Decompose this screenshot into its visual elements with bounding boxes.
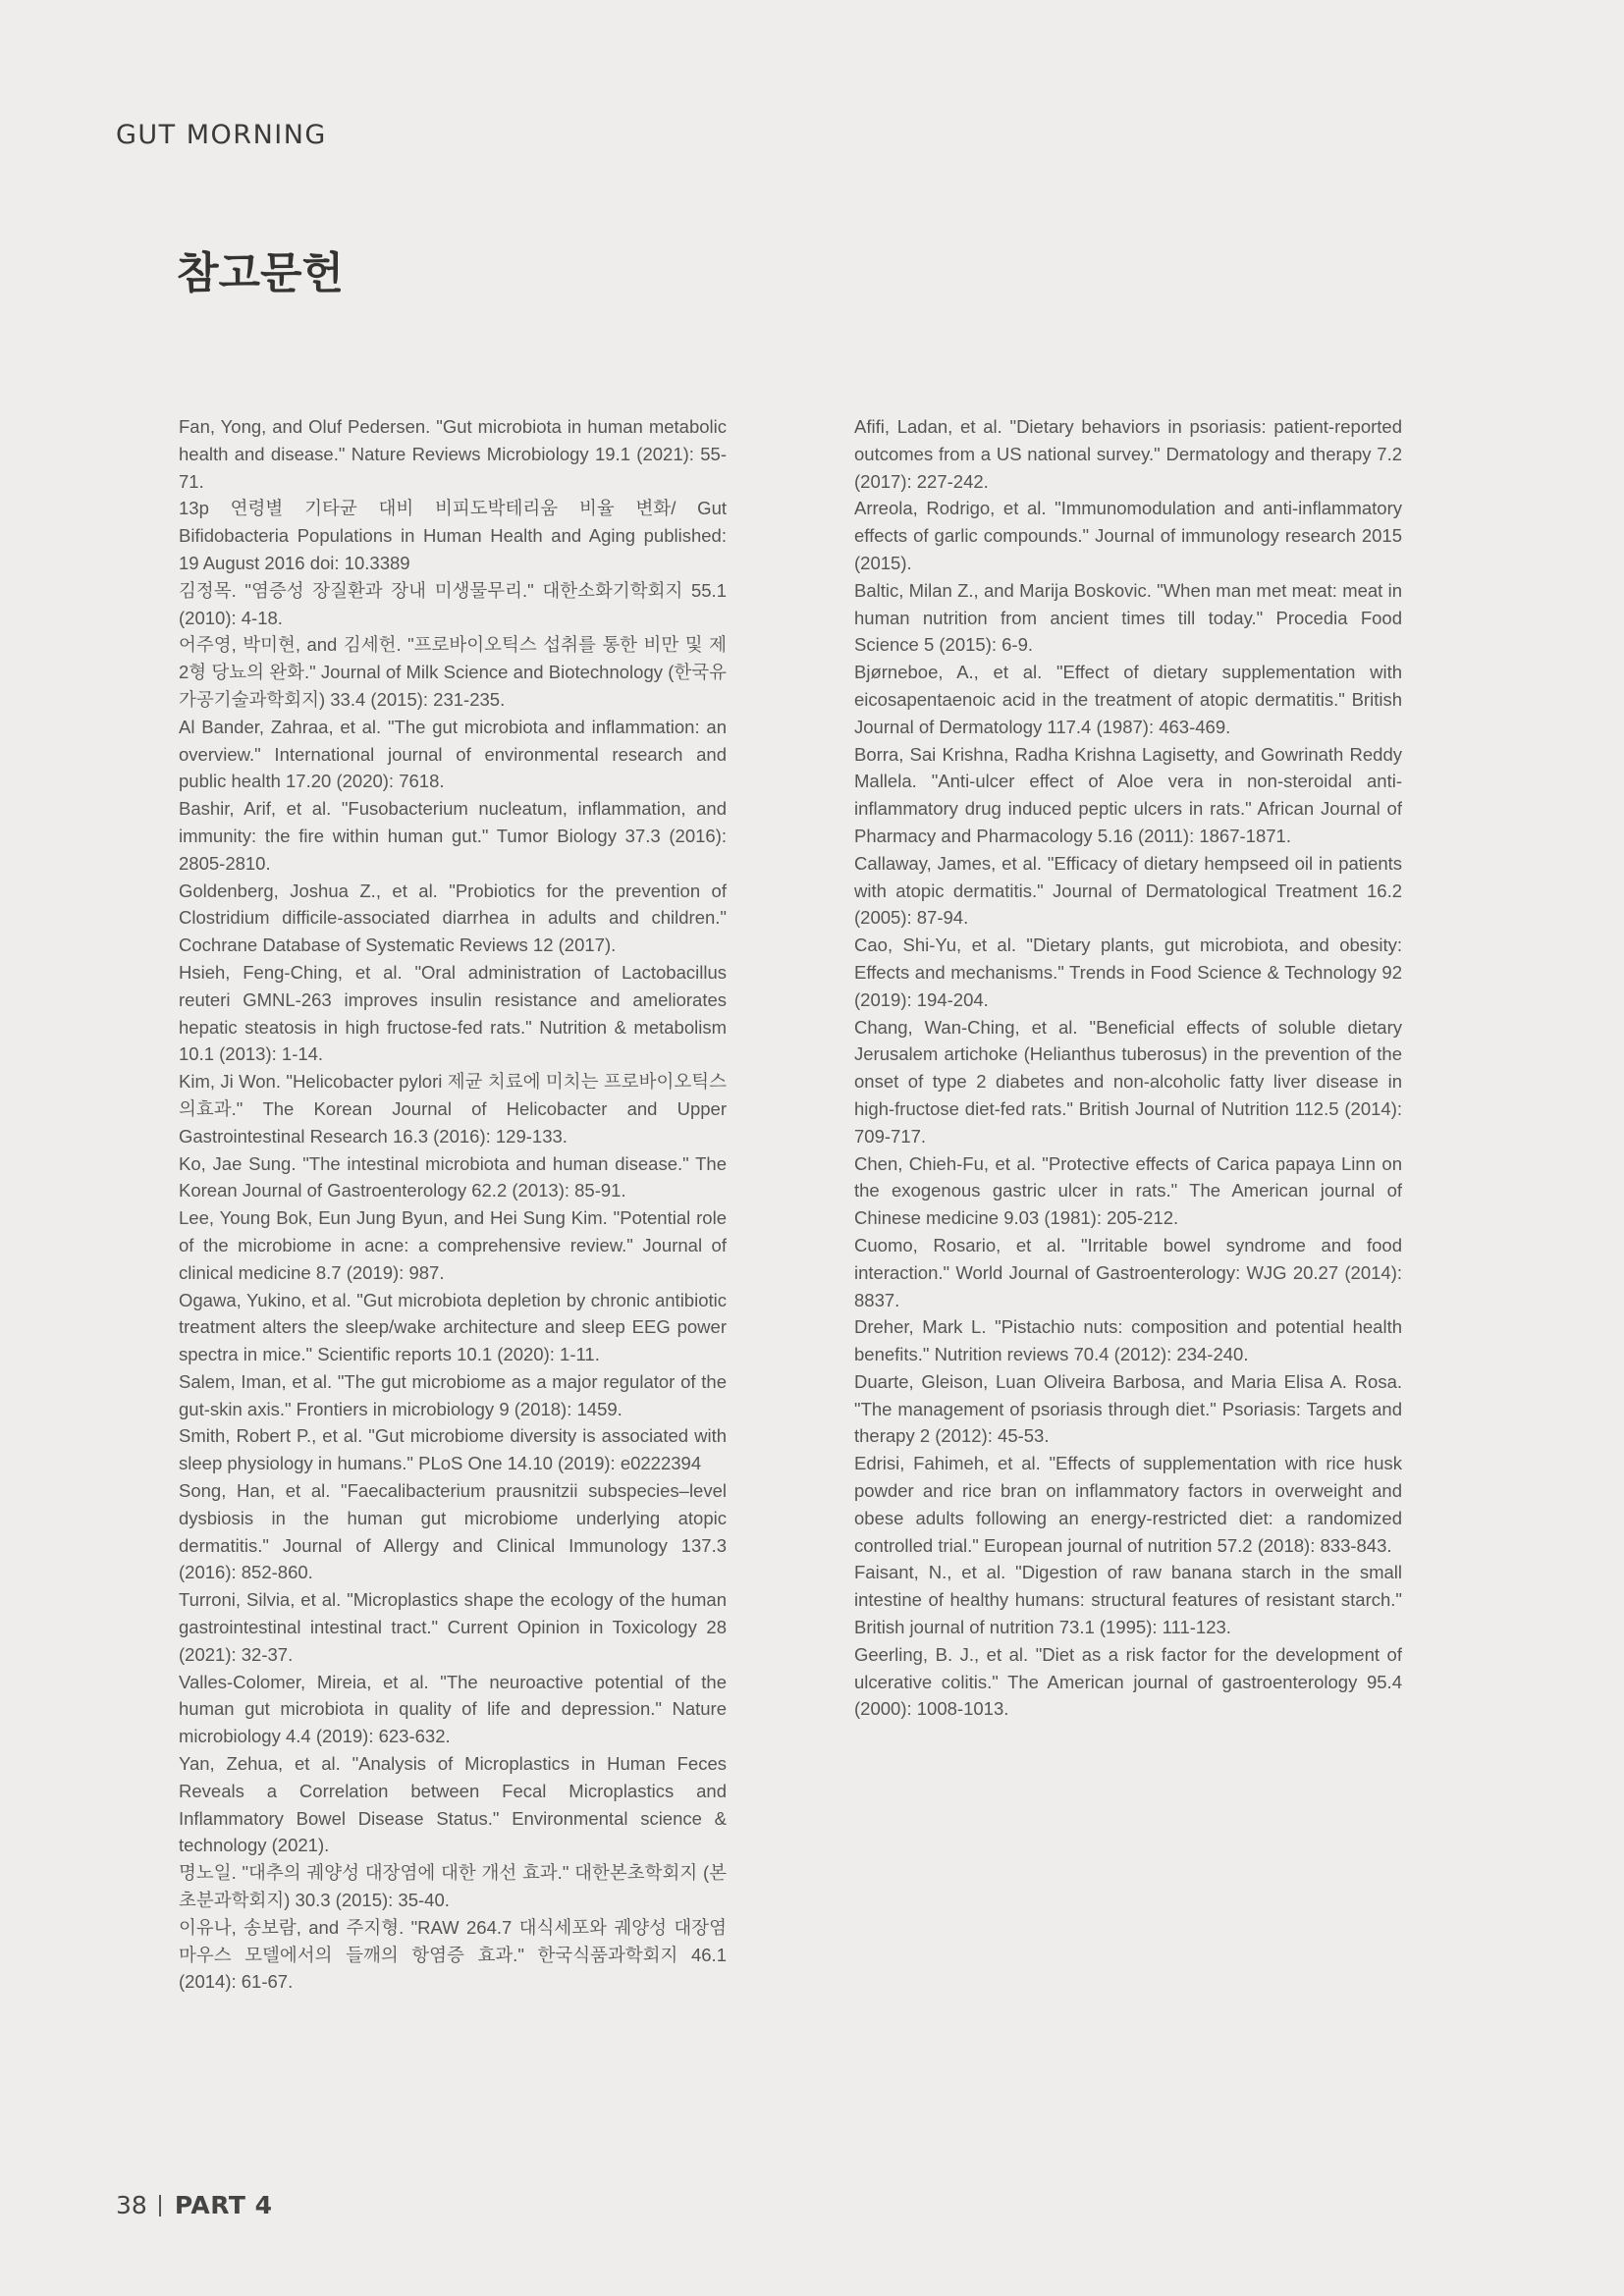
reference-entry: 김정목. "염증성 장질환과 장내 미생물무리." 대한소화기학회지 55.1 (2010): 4-18. — [179, 579, 727, 628]
reference-entry: Edrisi, Fahimeh, et al. "Effects of supplementation with rice husk powder and rice bran on inflammatory factors in overweight and obese adults following an energy-restricted diet: a randomized controlled trial." European journal of nutrition 57.2 (2018): 833-843. — [854, 1453, 1402, 1556]
reference-entry: Kim, Ji Won. "Helicobacter pylori 제균 치료에 미치는 프로바이오틱스의효과." The Korean Journal of Helicobacter and Upper Gastrointestinal Research 16.3 (2016): 129-133. — [179, 1071, 727, 1147]
page-footer — [116, 2191, 272, 2219]
reference-entry: Dreher, Mark L. "Pistachio nuts: composition and potential health benefits." Nutrition reviews 70.4 (2012): 234-240. — [854, 1316, 1402, 1365]
section-label: PART 4 — [174, 2191, 273, 2219]
reference-entry: Yan, Zehua, et al. "Analysis of Microplastics in Human Feces Reveals a Correlation between Fecal Microplastics and Inflammatory Bowel Disease Status." Environmental science & technology (2021). — [179, 1753, 727, 1856]
reference-entry: Afifi, Ladan, et al. "Dietary behaviors in psoriasis: patient-reported outcomes from a US national survey." Dermatology and therapy 7.2 (2017): 227-242. — [854, 416, 1402, 492]
reference-entry: Faisant, N., et al. "Digestion of raw banana starch in the small intestine of healthy humans: structural features of resistant starch." British journal of nutrition 73.1 (1995): 111-123. — [854, 1562, 1402, 1638]
reference-entry: Goldenberg, Joshua Z., et al. "Probiotics for the prevention of Clostridium difficile-associated diarrhea in adults and children." Cochrane Database of Systematic Reviews 12 (2017). — [179, 880, 727, 956]
reference-entry: Cuomo, Rosario, et al. "Irritable bowel syndrome and food interaction." World Journal of Gastroenterology: WJG 20.27 (2014): 8837. — [854, 1234, 1402, 1310]
reference-entry: Arreola, Rodrigo, et al. "Immunomodulation and anti-inflammatory effects of garlic compounds." Journal of immunology research 2015 (2015). — [854, 498, 1402, 573]
reference-entry: Song, Han, et al. "Faecalibacterium prausnitzii subspecies–level dysbiosis in the human gut microbiome underlying atopic dermatitis." Journal of Allergy and Clinical Immunology 137.3 (2016): 852-860. — [179, 1480, 727, 1583]
reference-entry: 어주영, 박미현, and 김세헌. "프로바이오틱스 섭취를 통한 비만 및 제 2형 당뇨의 완화." Journal of Milk Science and Biotechnology (한국유가공기술과학회지) 33.4 (2015): 231-235. — [179, 634, 727, 710]
reference-entry: Valles-Colomer, Mireia, et al. "The neuroactive potential of the human gut microbiota in quality of life and depression." Nature microbiology 4.4 (2019): 623-632. — [179, 1671, 727, 1747]
reference-entry: Callaway, James, et al. "Efficacy of dietary hempseed oil in patients with atopic dermatitis." Journal of Dermatological Treatment 16.2 (2005): 87-94. — [854, 852, 1402, 929]
page-number: 38 — [116, 2191, 147, 2219]
page-title: 참고문헌 — [177, 248, 345, 298]
reference-entry: 이유나, 송보람, and 주지형. "RAW 264.7 대식세포와 궤양성 대장염 마우스 모델에서의 들깨의 항염증 효과." 한국식품과학회지 46.1 (2014): 61-67. — [179, 1916, 727, 1993]
reference-entry: Ogawa, Yukino, et al. "Gut microbiota depletion by chronic antibiotic treatment alters the sleep/wake architecture and sleep EEG power spectra in mice." Scientific reports 10.1 (2020): 1-11. — [179, 1289, 727, 1365]
reference-entry: Chen, Chieh-Fu, et al. "Protective effects of Carica papaya Linn on the exogenous gastric ulcer in rats." The American journal of Chinese medicine 9.03 (1981): 205-212. — [854, 1152, 1402, 1229]
footer-divider — [159, 2195, 161, 2216]
reference-entry: Chang, Wan-Ching, et al. "Beneficial effects of soluble dietary Jerusalem artichoke (Helianthus tuberosus) in the prevention of the onset of type 2 diabetes and non-alcoholic fatty liver disease in high-fructose diet-fed rats." British Journal of Nutrition 112.5 (2014): 709-717. — [854, 1016, 1402, 1147]
reference-entry: Baltic, Milan Z., and Marija Boskovic. "When man met meat: meat in human nutrition from ancient times till today." Procedia Food Science 5 (2015): 6-9. — [854, 579, 1402, 656]
reference-entry: Bashir, Arif, et al. "Fusobacterium nucleatum, inflammation, and immunity: the fire within human gut." Tumor Biology 37.3 (2016): 2805-2810. — [179, 798, 727, 874]
reference-entry: 13p 연령별 기타균 대비 비피도박테리움 비율 변화/ Gut Bifidobacteria Populations in Human Health and Aging published: 19 August 2016 doi: 10.3389 — [179, 498, 727, 573]
reference-entry: 명노일. "대추의 궤양성 대장염에 대한 개선 효과." 대한본초학회지 (본초분과학회지) 30.3 (2015): 35-40. — [179, 1862, 727, 1911]
reference-entry: Turroni, Silvia, et al. "Microplastics shape the ecology of the human gastrointestinal intestinal tract." Current Opinion in Toxicology 28 (2021): 32-37. — [179, 1589, 727, 1665]
reference-entry: Borra, Sai Krishna, Radha Krishna Lagisetty, and Gowrinath Reddy Mallela. "Anti-ulcer effect of Aloe vera in non-steroidal anti-inflammatory drug induced peptic ulcers in rats." African Journal of Pharmacy and Pharmacology 5.16 (2011): 1867-1871. — [854, 743, 1402, 846]
reference-entry: Ko, Jae Sung. "The intestinal microbiota and human disease." The Korean Journal of Gastroenterology 62.2 (2013): 85-91. — [179, 1152, 727, 1201]
references-left-column — [179, 413, 727, 1996]
reference-entry: Salem, Iman, et al. "The gut microbiome as a major regulator of the gut-skin axis." Frontiers in microbiology 9 (2018): 1459. — [179, 1370, 727, 1419]
reference-entry: Hsieh, Feng-Ching, et al. "Oral administration of Lactobacillus reuteri GMNL-263 improves insulin resistance and ameliorates hepatic steatosis in high fructose-fed rats." Nutrition & metabolism 10.1 (2013): 1-14. — [179, 961, 727, 1065]
reference-entry: Lee, Young Bok, Eun Jung Byun, and Hei Sung Kim. "Potential role of the microbiome in acne: a comprehensive review." Journal of clinical medicine 8.7 (2019): 987. — [179, 1207, 727, 1283]
reference-entry: Geerling, B. J., et al. "Diet as a risk factor for the development of ulcerative colitis." The American journal of gastroenterology 95.4 (2000): 1008-1013. — [854, 1643, 1402, 1720]
reference-entry: Cao, Shi-Yu, et al. "Dietary plants, gut microbiota, and obesity: Effects and mechanisms." Trends in Food Science & Technology 92 (2019): 194-204. — [854, 934, 1402, 1010]
reference-entry: Bjørneboe, A., et al. "Effect of dietary supplementation with eicosapentaenoic acid in the treatment of atopic dermatitis." British Journal of Dermatology 117.4 (1987): 463-469. — [854, 662, 1402, 737]
reference-entry: Fan, Yong, and Oluf Pedersen. "Gut microbiota in human metabolic health and disease." Nature Reviews Microbiology 19.1 (2021): 55-71. — [179, 416, 727, 492]
reference-entry: Smith, Robert P., et al. "Gut microbiome diversity is associated with sleep physiology in humans." PLoS One 14.10 (2019): e0222394 — [179, 1425, 727, 1474]
references-right-column — [854, 413, 1402, 1723]
reference-entry: Duarte, Gleison, Luan Oliveira Barbosa, and Maria Elisa A. Rosa. "The management of psoriasis through diet." Psoriasis: Targets and therapy 2 (2012): 45-53. — [854, 1370, 1402, 1447]
running-header: GUT MORNING — [116, 120, 327, 150]
reference-entry: Al Bander, Zahraa, et al. "The gut microbiota and inflammation: an overview." International journal of environmental research and public health 17.20 (2020): 7618. — [179, 716, 727, 792]
